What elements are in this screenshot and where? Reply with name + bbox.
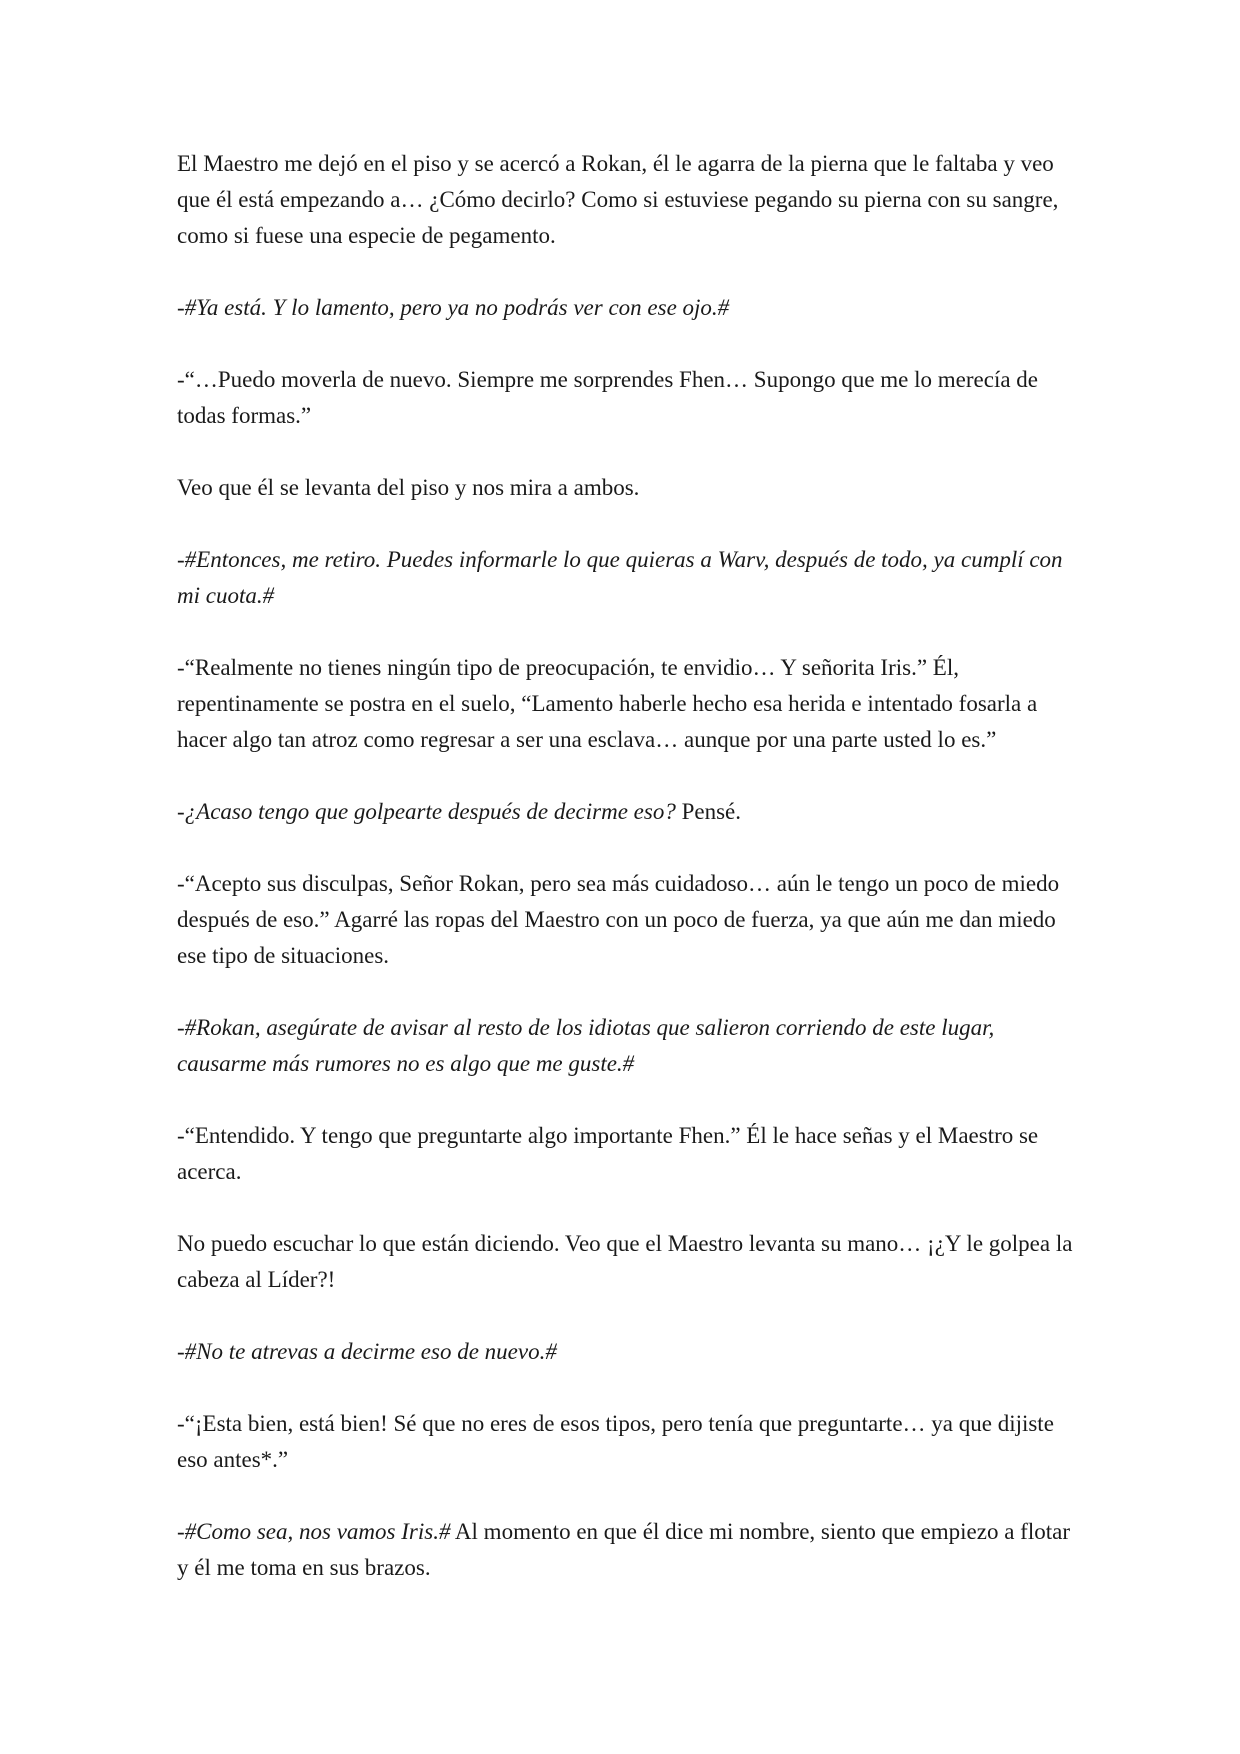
paragraph-text: -#No te atrevas a decirme eso de nuevo.# <box>177 1339 557 1364</box>
paragraph-dialogue-italic <box>177 1010 1077 1082</box>
paragraph-text: -“¡Esta bien, está bien! Sé que no eres de esos tipos, pero tenía que preguntarte… ya que dijiste eso antes*.” <box>177 1411 1054 1472</box>
paragraph-text: -#Entonces, me retiro. Puedes informarle lo que quieras a Warv, después de todo, ya cumplí con mi cuota.# <box>177 547 1063 608</box>
paragraph-text: -“Acepto sus disculpas, Señor Rokan, pero sea más cuidadoso… aún le tengo un poco de miedo después de eso.” Agarré las ropas del Maestro con un poco de fuerza, ya que aún me dan miedo ese tipo de situaciones. <box>177 871 1060 968</box>
paragraph <box>177 866 1077 974</box>
paragraph-text: No puedo escuchar lo que están diciendo. Veo que el Maestro levanta su mano… ¡¿Y le golpea la cabeza al Líder?! <box>177 1231 1073 1292</box>
paragraph-text: El Maestro me dejó en el piso y se acercó a Rokan, él le agarra de la pierna que le faltaba y veo que él está empezando a… ¿Cómo decirlo? Como si estuviese pegando su pierna con su sangre, como si fuese una especie de pegamento. <box>177 151 1059 248</box>
paragraph-italic-segment: -¿Acaso tengo que golpearte después de decirme eso? <box>177 799 676 824</box>
paragraph-text: -#Rokan, asegúrate de avisar al resto de los idiotas que salieron corriendo de este lugar, causarme más rumores no es algo que me guste.# <box>177 1015 995 1076</box>
paragraph-mixed <box>177 1514 1077 1586</box>
paragraph <box>177 1118 1077 1190</box>
paragraph <box>177 650 1077 758</box>
paragraph <box>177 362 1077 434</box>
paragraph <box>177 1406 1077 1478</box>
paragraph <box>177 1226 1077 1298</box>
paragraph-text: -“Realmente no tienes ningún tipo de preocupación, te envidio… Y señorita Iris.” Él, repentinamente se postra en el suelo, “Lamento haberle hecho esa herida e intentado fosarla a hacer algo tan atroz como regresar a ser una esclava… aunque por una parte usted lo es.” <box>177 655 1038 752</box>
paragraph <box>177 146 1077 254</box>
paragraph-italic-segment: -#Como sea, nos vamos Iris.# <box>177 1519 451 1544</box>
paragraph-text: -“…Puedo moverla de nuevo. Siempre me sorprendes Fhen… Supongo que me lo merecía de todas formas.” <box>177 367 1038 428</box>
paragraph <box>177 470 1077 506</box>
paragraph-dialogue-italic <box>177 290 1077 326</box>
paragraph-mixed <box>177 794 1077 830</box>
paragraph-normal-segment: Pensé. <box>675 799 742 824</box>
paragraph-dialogue-italic <box>177 542 1077 614</box>
document-page <box>177 146 1077 1586</box>
paragraph-text: -#Ya está. Y lo lamento, pero ya no podrás ver con ese ojo.# <box>177 295 730 320</box>
paragraph-text: -“Entendido. Y tengo que preguntarte algo importante Fhen.” Él le hace señas y el Maestro se acerca. <box>177 1123 1039 1184</box>
paragraph-text: Veo que él se levanta del piso y nos mira a ambos. <box>177 475 640 500</box>
paragraph-dialogue-italic <box>177 1334 1077 1370</box>
paragraph-normal-segment: Al momento en que él dice mi nombre, siento que empiezo a flotar y él me toma en sus brazos. <box>177 1519 1070 1580</box>
